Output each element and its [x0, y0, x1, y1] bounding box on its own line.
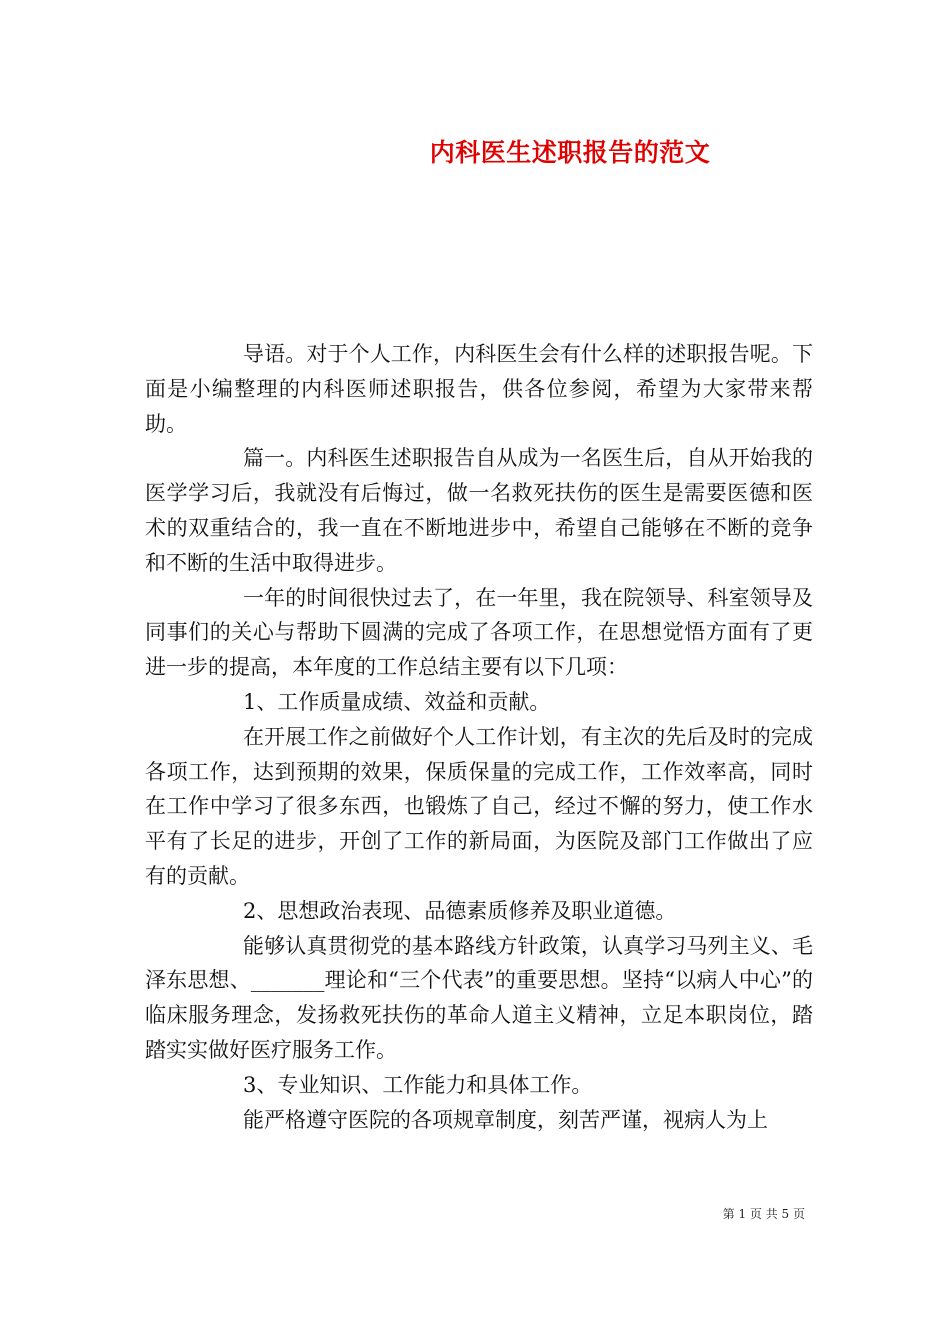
document-title: 内科医生述职报告的范文: [429, 138, 711, 167]
paragraph-intro: 导语。对于个人工作，内科医生会有什么样的述职报告呢。下面是小编整理的内科医师述职报告，供各位参阅，希望为大家带来帮助。: [145, 342, 813, 436]
paragraph-professional: 能严格遵守医院的各项规章制度，刻苦严谨，视病人为上: [243, 1107, 768, 1132]
section-heading-3: 3、专业知识、工作能力和具体工作。: [243, 1072, 593, 1097]
paragraph-political: 能够认真贯彻党的基本路线方针政策，认真学习马列主义、毛泽东思想、_______理论和“三个代表”的重要思想。坚持“以病人中心”的临床服务理念，发扬救死扶伤的革命人道主义精神，立足本职岗位，踏踏实实做好医疗服务工作。: [145, 933, 813, 1062]
section-heading-1: 1、工作质量成绩、效益和贡献。: [243, 689, 551, 714]
page-footer: 第 1 页 共 5 页: [722, 1207, 805, 1221]
document-body: [145, 337, 813, 1137]
paragraph-part-one: 篇一。内科医生述职报告自从成为一名医生后，自从开始我的医学学习后，我就没有后悔过，做一名救死扶伤的医生是需要医德和医术的双重结合的，我一直在不断地进步中，希望自己能够在不断的竞争和不断的生活中取得进步。: [145, 446, 813, 575]
section-heading-2: 2、思想政治表现、品德素质修养及职业道德。: [243, 898, 677, 923]
paragraph-work-quality: 在开展工作之前做好个人工作计划，有主次的先后及时的完成各项工作，达到预期的效果，保质保量的完成工作，工作效率高，同时在工作中学习了很多东西，也锻炼了自己，经过不懈的努力，使工作水平有了长足的进步，开创了工作的新局面，为医院及部门工作做出了应有的贡献。: [145, 724, 813, 888]
paragraph-year-summary: 一年的时间很快过去了，在一年里，我在院领导、科室领导及同事们的关心与帮助下圆满的完成了各项工作，在思想觉悟方面有了更进一步的提高，本年度的工作总结主要有以下几项：: [145, 585, 813, 680]
